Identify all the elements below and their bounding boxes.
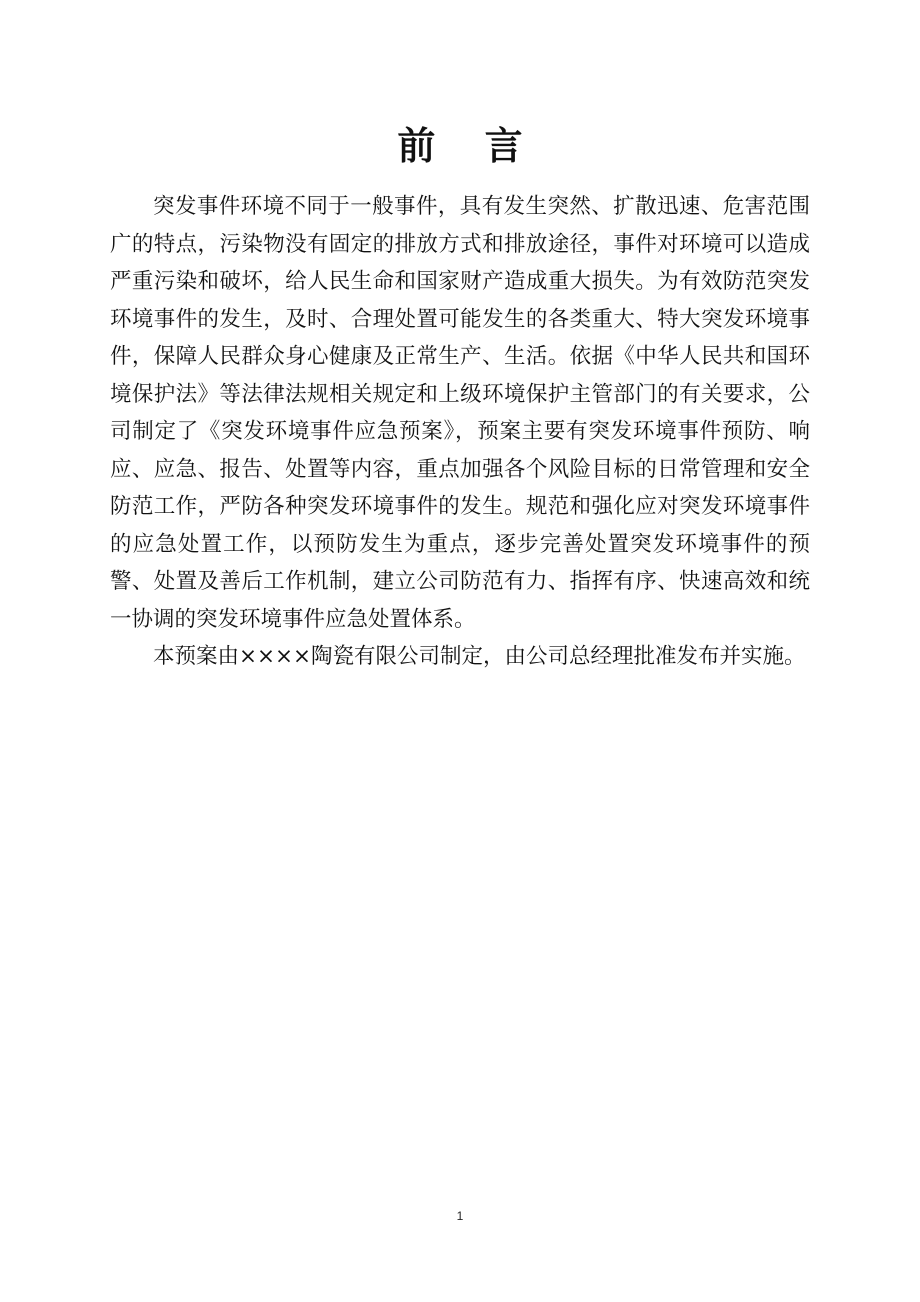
paragraph-issuer: 本预案由××××陶瓷有限公司制定，由公司总经理批准发布并实施。 [153,644,806,669]
document-body [110,188,810,676]
paragraph-intro: 突发事件环境不同于一般事件，具有发生突然、扩散迅速、危害范围广的特点，污染物没有固定的排放方式和排放途径，事件对环境可以造成严重污染和破坏，给人民生命和国家财产造成重大损失。为有效防范突发环境事件的发生，及时、合理处置可能发生的各类重大、特大突发环境事件，保障人民群众身心健康及正常生产、生活。依据《中华人民共和国环境保护法》等法律法规相关规定和上级环境保护主管部门的有关要求，公司制定了《突发环境事件应急预案》，预案主要有突发环境事件预防、响应、应急、报告、处置等内容，重点加强各个风险目标的日常管理和安全防范工作，严防各种突发环境事件的发生。规范和强化应对突发环境事件的应急处置工作，以预防发生为重点，逐步完善处置突发环境事件的预警、处置及善后工作机制，建立公司防范有力、指挥有序、快速高效和统一协调的突发环境事件应急处置体系。 [110,194,810,632]
page-number: 1 [456,1209,464,1223]
page-title: 前 言 [397,123,541,168]
